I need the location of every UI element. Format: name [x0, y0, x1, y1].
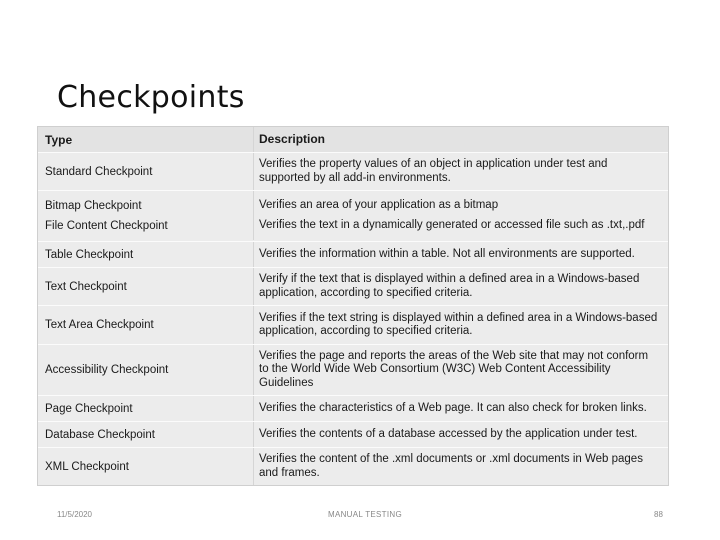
- row-description: Verifies the property values of an object in application under test and supported by all add-in environments.: [259, 158, 608, 184]
- row-type: XML Checkpoint: [38, 448, 254, 485]
- row-type: Bitmap Checkpoint: [38, 191, 254, 212]
- table-row: [38, 422, 668, 447]
- row-type: Table Checkpoint: [38, 242, 254, 267]
- row-description: Verifies the text in a dynamically generated or accessed file such as .txt,.pdf: [259, 219, 645, 232]
- checkpoints-table: [37, 126, 669, 486]
- table-row: [38, 306, 668, 344]
- row-type: Page Checkpoint: [38, 396, 254, 421]
- row-description: Verifies the content of the .xml documents or .xml documents in Web pages and frames.: [259, 453, 643, 479]
- row-description: Verify if the text that is displayed within a defined area in a Windows-based application, according to specified criteria.: [259, 273, 640, 299]
- table-row: [38, 212, 668, 240]
- row-description: Verifies the information within a table. Not all environments are supported.: [259, 247, 635, 260]
- table-row: [38, 242, 668, 267]
- slide-title: Checkpoints: [57, 80, 245, 115]
- row-type: Text Checkpoint: [38, 268, 254, 305]
- row-type: Standard Checkpoint: [38, 153, 254, 190]
- table-row: [38, 153, 668, 190]
- row-description: Verifies the contents of a database accessed by the application under test.: [259, 427, 638, 440]
- table-header-row: [38, 127, 668, 152]
- row-type: Accessibility Checkpoint: [38, 345, 254, 395]
- row-type: Text Area Checkpoint: [38, 306, 254, 344]
- row-description: Verifies an area of your application as a bitmap: [259, 198, 499, 211]
- row-description: Verifies if the text string is displayed within a defined area in a Windows-based application, according to specified criteria.: [259, 311, 658, 337]
- table-row: [38, 191, 668, 212]
- header-description: Description: [259, 131, 326, 146]
- row-description: Verifies the characteristics of a Web page. It can also check for broken links.: [259, 401, 647, 414]
- table-row: [38, 396, 668, 421]
- row-type: Database Checkpoint: [38, 422, 254, 447]
- row-type: File Content Checkpoint: [38, 212, 254, 240]
- table-row: [38, 268, 668, 305]
- table-row: [38, 448, 668, 485]
- row-description: Verifies the page and reports the areas of the Web site that may not conform to the World Wide Web Consortium (W3C) Web Content Accessibility Guidelines: [259, 349, 649, 389]
- footer-title: MANUAL TESTING: [328, 510, 402, 519]
- table-row: [38, 345, 668, 395]
- header-type: Type: [38, 127, 254, 152]
- footer-page-number: 88: [654, 510, 663, 519]
- footer-date: 11/5/2020: [57, 510, 92, 519]
